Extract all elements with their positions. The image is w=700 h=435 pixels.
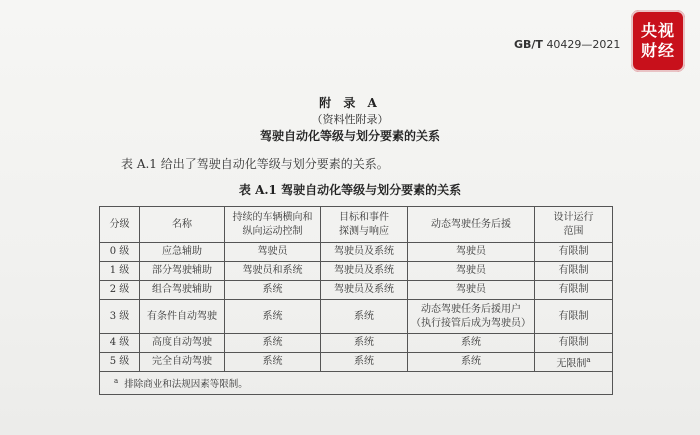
header-motion-control: 持续的车辆横向和 纵向运动控制 — [225, 207, 321, 243]
footnote-marker: a — [586, 356, 591, 364]
standard-number: 40429—2021 — [546, 38, 621, 51]
cell-control: 系统 — [225, 281, 321, 300]
cell-odd: 无限制$^a$ — [535, 353, 613, 372]
appendix-heading: 驾驶自动化等级与划分要素的关系 — [259, 129, 440, 143]
cell-oedr: 系统 — [321, 353, 408, 372]
table-footnote-row — [100, 372, 613, 395]
cell-odd: 有限制 — [535, 334, 613, 353]
cell-name: 组合驾驶辅助 — [140, 281, 225, 300]
cell-level: 2 级 — [100, 281, 140, 300]
cell-level: 3 级 — [100, 300, 140, 334]
logo-line-2: 财经 — [640, 41, 675, 60]
table-header-row — [100, 207, 613, 243]
cell-odd: 有限制 — [535, 243, 613, 262]
standard-prefix: GB/T — [514, 38, 543, 51]
cell-control: 系统 — [225, 300, 321, 334]
cell-name: 有条件自动驾驶 — [140, 300, 225, 334]
cell-fallback: 系统 — [408, 334, 535, 353]
cell-odd: 有限制 — [535, 300, 613, 334]
header-odd: 设计运行 范围 — [535, 207, 613, 243]
cell-control: 系统 — [225, 353, 321, 372]
cell-name: 完全自动驾驶 — [140, 353, 225, 372]
cell-fallback: 系统 — [408, 353, 535, 372]
table-row — [100, 300, 613, 334]
cell-level: 1 级 — [100, 262, 140, 281]
table-footnote: $^a$ 排除商业和法规因素等限制。 — [100, 372, 613, 395]
table-row — [100, 262, 613, 281]
cell-name: 部分驾驶辅助 — [140, 262, 225, 281]
cell-oedr: 系统 — [321, 334, 408, 353]
cell-level: 5 级 — [100, 353, 140, 372]
table-row — [100, 353, 613, 372]
cell-fallback: 动态驾驶任务后援用户 （执行接管后成为驾驶员） — [408, 300, 535, 334]
appendix-subtitle: （资料性附录） — [311, 113, 389, 126]
cell-oedr: 驾驶员及系统 — [321, 281, 408, 300]
table-row — [100, 334, 613, 353]
cell-control: 驾驶员 — [225, 243, 321, 262]
cell-fallback: 驾驶员 — [408, 243, 535, 262]
header-level: 分级 — [100, 207, 140, 243]
intro-paragraph: 表 A.1 给出了驾驶自动化等级与划分要素的关系。 — [121, 157, 389, 171]
logo-line-1: 央视 — [640, 21, 675, 40]
cell-control: 系统 — [225, 334, 321, 353]
table-row — [100, 281, 613, 300]
cell-odd: 有限制 — [535, 262, 613, 281]
standard-code — [514, 38, 620, 51]
cell-level: 0 级 — [100, 243, 140, 262]
cell-level: 4 级 — [100, 334, 140, 353]
cell-oedr: 驾驶员及系统 — [321, 262, 408, 281]
cell-control: 驾驶员和系统 — [225, 262, 321, 281]
table-caption: 表 A.1 驾驶自动化等级与划分要素的关系 — [238, 183, 462, 197]
cell-odd: 有限制 — [535, 281, 613, 300]
header-name: 名称 — [140, 207, 225, 243]
cell-name: 应急辅助 — [140, 243, 225, 262]
header-oedr: 目标和事件 探测与响应 — [321, 207, 408, 243]
appendix-title: 附 录 A — [319, 96, 381, 110]
cell-oedr: 系统 — [321, 300, 408, 334]
broadcaster-logo — [631, 10, 685, 72]
table-row — [100, 243, 613, 262]
automation-levels-table — [99, 206, 613, 395]
cell-fallback: 驾驶员 — [408, 262, 535, 281]
cell-fallback: 驾驶员 — [408, 281, 535, 300]
header-fallback: 动态驾驶任务后援 — [408, 207, 535, 243]
cell-oedr: 驾驶员及系统 — [321, 243, 408, 262]
cell-name: 高度自动驾驶 — [140, 334, 225, 353]
